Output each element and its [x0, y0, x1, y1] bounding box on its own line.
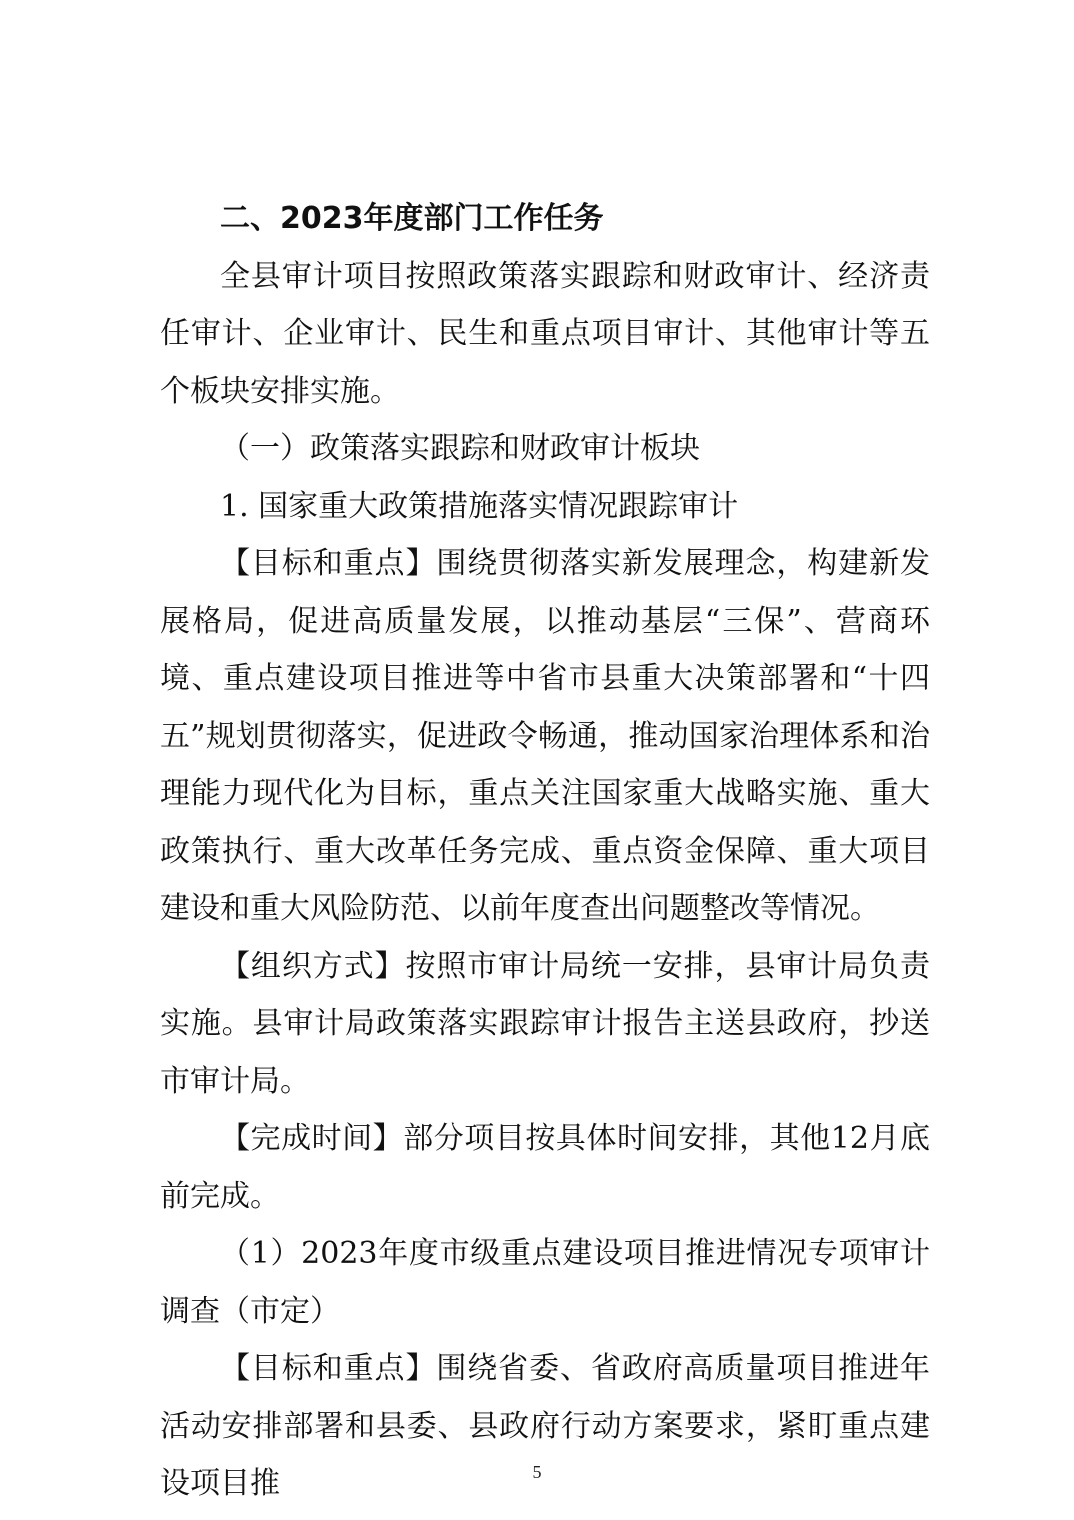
item-title: 1. 国家重大政策措施落实情况跟踪审计 — [220, 488, 739, 524]
completion-time-paragraph: 【完成时间】部分项目按具体时间安排，其他12月底前完成。 — [160, 1121, 930, 1214]
subitem-title: （1）2023年度市级重点建设项目推进情况专项审计调查（市定） — [160, 1236, 930, 1329]
page-number: 5 — [532, 1462, 542, 1482]
goal-paragraph: 【目标和重点】围绕贯彻落实新发展理念，构建新发展格局，促进高质量发展，以推动基层“三保”、营商环境、重点建设项目推进等中省市县重大决策部署和“十四五”规划贯彻落实，促进政令畅通，推动国家治理体系和治理能力现代化为目标，重点关注国家重大战略实施、重大政策执行、重大改革任务完成、重点资金保障、重大项目建设和重大风险防范、以前年度查出问题整改等情况。 — [160, 546, 930, 926]
subsection-title: （一）政策落实跟踪和财政审计板块 — [220, 431, 700, 466]
organization-paragraph: 【组织方式】按照市审计局统一安排，县审计局负责实施。县审计局政策落实跟踪审计报告主送县政府，抄送市审计局。 — [160, 948, 930, 1099]
subitem-goal-paragraph: 【目标和重点】围绕省委、省政府高质量项目推进年活动安排部署和县委、县政府行动方案要求，紧盯重点建设项目推 — [160, 1351, 930, 1501]
intro-paragraph: 全县审计项目按照政策落实跟踪和财政审计、经济责任审计、企业审计、民生和重点项目审计、其他审计等五个板块安排实施。 — [160, 258, 930, 409]
document-body — [160, 190, 930, 1513]
section-heading: 二、2023年度部门工作任务 — [220, 201, 604, 236]
